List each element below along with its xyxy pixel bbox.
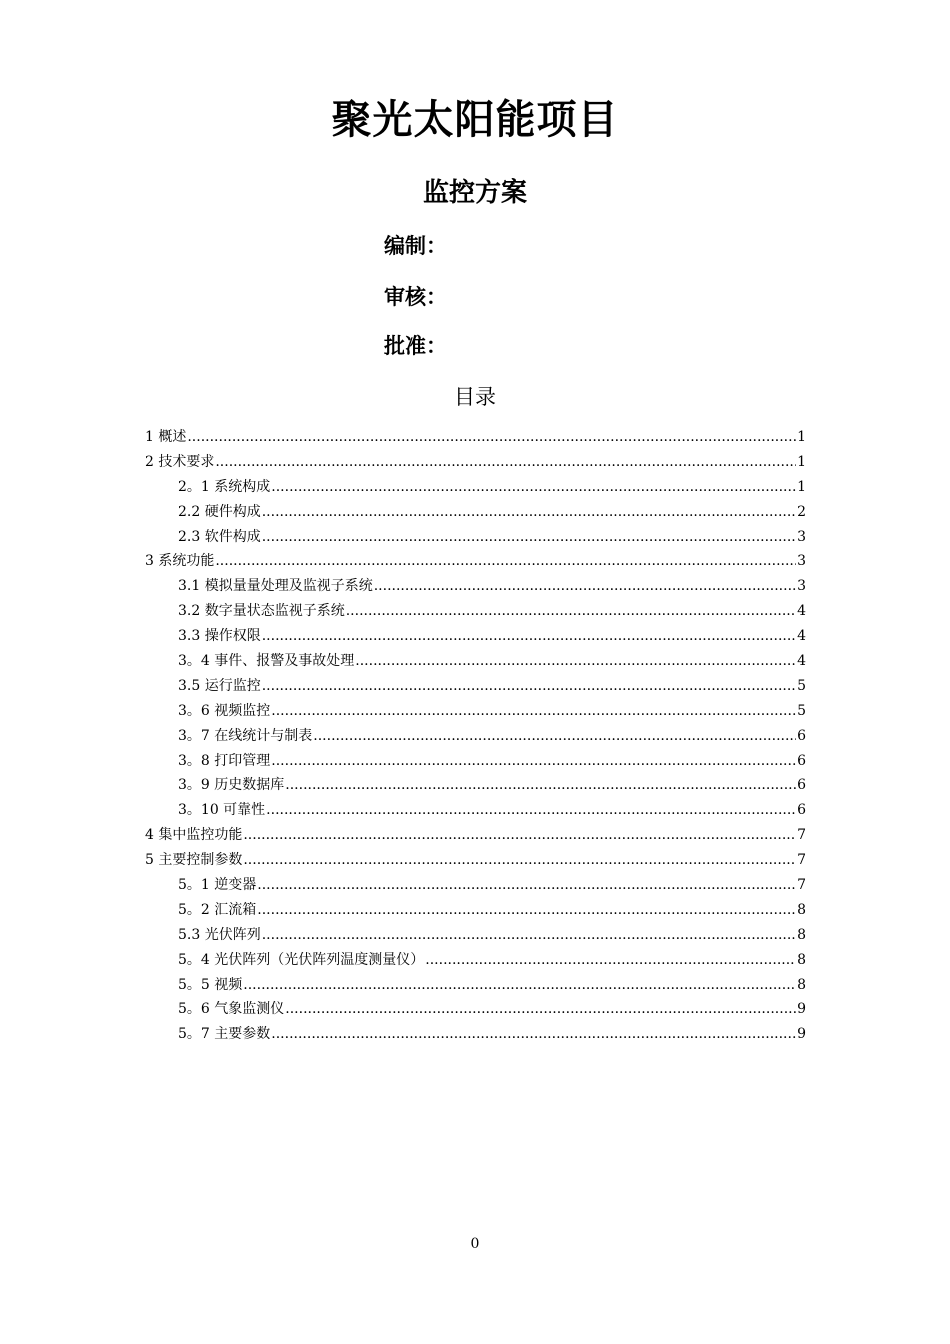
toc-entry[interactable]: [145, 649, 806, 674]
toc-entry[interactable]: [145, 973, 806, 998]
toc-entry-page: 3: [797, 553, 806, 570]
toc-entry-page: 4: [797, 653, 806, 670]
reviewed-by-label: 审核：: [384, 285, 447, 309]
toc-entry-page: 3: [797, 578, 806, 595]
toc-entry-text: 3。9 历史数据库: [178, 777, 285, 794]
toc-dot-leader: [262, 624, 796, 649]
toc-dot-leader: [425, 948, 796, 973]
toc-entry[interactable]: [145, 624, 806, 649]
toc-dot-leader: [262, 923, 796, 948]
toc-entry[interactable]: [145, 923, 806, 948]
toc-entry-page: 4: [797, 628, 806, 645]
toc-entry-text: 5。1 逆变器: [178, 877, 257, 894]
toc-entry[interactable]: [145, 549, 806, 574]
toc-dot-leader: [313, 724, 796, 749]
toc-dot-leader: [215, 450, 796, 475]
toc-entry-text: 3.1 模拟量量处理及监视子系统: [178, 578, 373, 595]
toc-dot-leader: [355, 649, 796, 674]
toc-entry-text: 2.2 硬件构成: [178, 503, 261, 520]
toc-entry[interactable]: [145, 500, 806, 525]
toc-entry-page: 9: [797, 1026, 806, 1043]
toc-entry-page: 4: [797, 603, 806, 620]
toc-entry-page: 5: [797, 677, 806, 694]
toc-entry-page: 3: [797, 528, 806, 545]
toc-entry[interactable]: [145, 749, 806, 774]
toc-entry[interactable]: [145, 475, 806, 500]
toc-entry-text: 5。5 视频: [178, 976, 243, 993]
toc-entry[interactable]: [145, 948, 806, 973]
toc-dot-leader: [271, 749, 796, 774]
toc-entry-page: 5: [797, 702, 806, 719]
approved-by-label: 批准：: [384, 334, 447, 358]
toc-heading: 目录: [454, 385, 496, 409]
toc-entry-page: 7: [797, 877, 806, 894]
toc-dot-leader: [257, 873, 796, 898]
toc-entry-page: 7: [797, 852, 806, 869]
toc-dot-leader: [271, 1022, 796, 1047]
toc-entry-text: 4 集中监控功能: [145, 827, 243, 844]
toc-entry-text: 3。4 事件、报警及事故处理: [178, 653, 355, 670]
toc-entry-text: 2。1 系统构成: [178, 478, 271, 495]
toc-entry-page: 6: [797, 777, 806, 794]
prepared-by-label: 编制：: [384, 234, 447, 258]
toc-entry-text: 3 系统功能: [145, 553, 215, 570]
toc-entry[interactable]: [145, 574, 806, 599]
toc-entry-text: 3。8 打印管理: [178, 752, 271, 769]
toc-dot-leader: [243, 973, 796, 998]
toc-entry[interactable]: [145, 873, 806, 898]
toc-entry-text: 5 主要控制参数: [145, 852, 243, 869]
toc-entry-page: 1: [797, 453, 806, 470]
toc-entry[interactable]: [145, 898, 806, 923]
toc-entry[interactable]: [145, 823, 806, 848]
toc-dot-leader: [257, 898, 796, 923]
toc-entry[interactable]: [145, 699, 806, 724]
toc-entry-page: 2: [797, 503, 806, 520]
toc-entry-page: 9: [797, 1001, 806, 1018]
toc-dot-leader: [262, 500, 796, 525]
toc-dot-leader: [266, 798, 796, 823]
toc-entry[interactable]: [145, 724, 806, 749]
toc-entry-page: 1: [797, 478, 806, 495]
toc-entry-page: 8: [797, 976, 806, 993]
toc-entry-text: 5.3 光伏阵列: [178, 926, 261, 943]
toc-dot-leader: [262, 674, 796, 699]
toc-entry-text: 5。4 光伏阵列（光伏阵列温度测量仪）: [178, 951, 425, 968]
toc-entry-page: 8: [797, 901, 806, 918]
toc-dot-leader: [243, 823, 796, 848]
toc-entry-page: 7: [797, 827, 806, 844]
toc-entry-text: 3。7 在线统计与制表: [178, 727, 313, 744]
toc-entry[interactable]: [145, 525, 806, 550]
document-title: 聚光太阳能项目: [331, 97, 619, 143]
toc-entry-page: 6: [797, 752, 806, 769]
toc-entry-text: 5。6 气象监测仪: [178, 1001, 285, 1018]
toc-entry-page: 1: [797, 429, 806, 445]
toc-entry-text: 2 技术要求: [145, 453, 215, 470]
toc-entry-text: 3。6 视频监控: [178, 702, 271, 719]
toc-entry[interactable]: [145, 1022, 806, 1047]
toc-dot-leader: [374, 574, 796, 599]
toc-dot-leader: [271, 475, 796, 500]
table-of-contents: [145, 425, 806, 1047]
toc-dot-leader: [243, 848, 796, 873]
toc-entry-text: 3.5 运行监控: [178, 677, 261, 694]
toc-entry-text: 3.3 操作权限: [178, 628, 261, 645]
toc-entry[interactable]: [145, 848, 806, 873]
document-subtitle: 监控方案: [422, 178, 527, 208]
toc-entry-page: 6: [797, 802, 806, 819]
toc-dot-leader: [346, 599, 796, 624]
toc-dot-leader: [271, 699, 796, 724]
toc-entry-page: 8: [797, 926, 806, 943]
toc-entry-text: 3.2 数字量状态监视子系统: [178, 603, 345, 620]
toc-entry-page: 6: [797, 727, 806, 744]
toc-dot-leader: [285, 773, 796, 798]
toc-dot-leader: [187, 425, 796, 450]
toc-dot-leader: [285, 997, 796, 1022]
toc-entry-text: 1 概述: [145, 429, 187, 445]
toc-entry-text: 5。2 汇流箱: [178, 901, 257, 918]
toc-entry[interactable]: [145, 997, 806, 1022]
toc-entry[interactable]: [145, 674, 806, 699]
toc-entry[interactable]: [145, 450, 806, 475]
toc-entry[interactable]: [145, 425, 806, 450]
toc-entry-text: 3。10 可靠性: [178, 802, 266, 819]
toc-entry[interactable]: [145, 599, 806, 624]
toc-entry-text: 5。7 主要参数: [178, 1026, 271, 1043]
toc-entry-page: 8: [797, 951, 806, 968]
page-number: 0: [470, 1236, 480, 1252]
toc-entry[interactable]: [145, 773, 806, 798]
toc-dot-leader: [215, 549, 796, 574]
toc-dot-leader: [262, 525, 796, 550]
toc-entry[interactable]: [145, 798, 806, 823]
toc-entry-text: 2.3 软件构成: [178, 528, 261, 545]
